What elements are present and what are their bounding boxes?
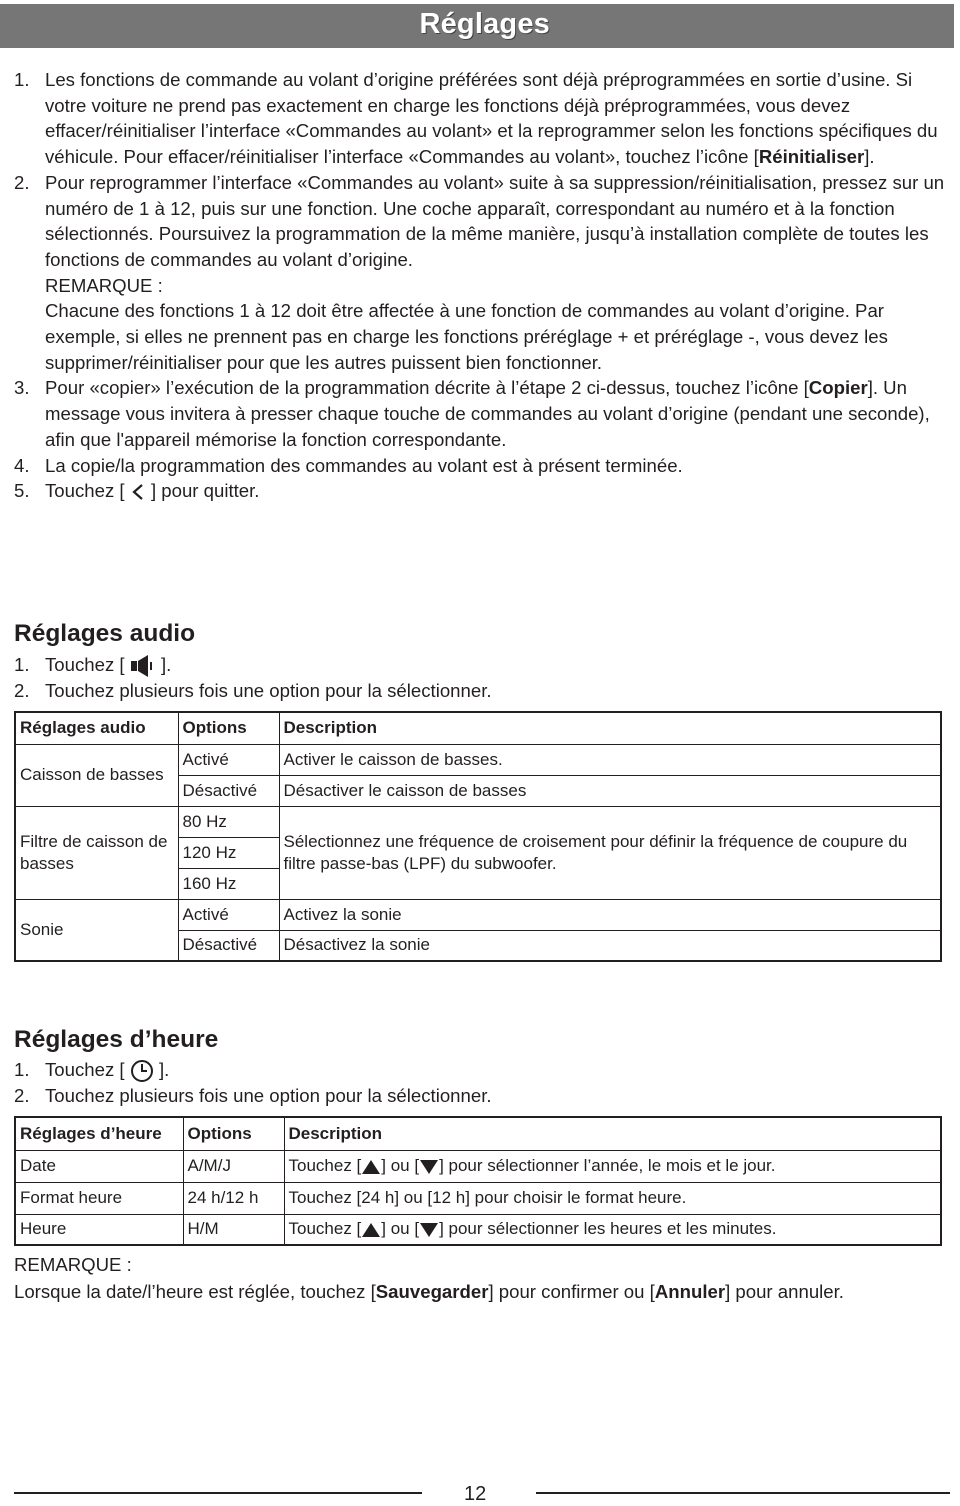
description-cell: Touchez [ ] ou [ ] pour sélectionner l’année, le mois et le jour. (284, 1150, 941, 1182)
list-item (14, 453, 950, 479)
setting-label: Format heure (15, 1182, 183, 1214)
down-triangle-icon (419, 1222, 439, 1238)
option-cell: 160 Hz (178, 868, 279, 899)
audio-step-1: 1. Touchez [ ]. (14, 652, 171, 678)
item-number: 2. (14, 171, 30, 193)
option-cell: H/M (183, 1214, 284, 1245)
table-row (15, 744, 941, 775)
back-chevron-icon (130, 483, 146, 501)
audio-step-2: 2. Touchez plusieurs fois une option pour la sélectionner. (14, 680, 492, 701)
reset-label: Réinitialiser (758, 146, 865, 168)
item-text: La copie/la programmation des commandes au volant est à présent terminée. (45, 454, 683, 476)
up-triangle-icon (361, 1159, 381, 1175)
option-cell: Activé (178, 744, 279, 775)
table-header-row (15, 712, 941, 744)
note-label: REMARQUE : (14, 1254, 132, 1275)
column-header: Réglages audio (15, 712, 178, 744)
column-header: Réglages d’heure (15, 1117, 183, 1150)
setting-label: Sonie (15, 899, 178, 961)
item-text: Pour «copier» l’exécution de la programmation décrite à l’étape 2 ci-dessus, touchez l’icône [Copier]. Un message vous invitera à presser chaque touche de commandes au volant d’origine (pendant une seconde), afin que l'appareil mémorise la fonction correspondante. (45, 377, 930, 450)
speaker-icon (130, 654, 156, 678)
time-step-2: 2. Touchez plusieurs fois une option pour la sélectionner. (14, 1085, 492, 1106)
item-text: Les fonctions de commande au volant d’origine préférées sont déjà préprogrammées en sortie d’usine. Si votre voiture ne prend pas exactement en charge les fonctions déjà préprogrammées, vous devez effacer/réinitialiser l’interface «Commandes au volant» et la reprogrammer selon les fonctions spécifiques du véhicule. Pour effacer/réinitialiser l’interface «Commandes au volant», touchez l’icône [Réinitialiser]. (45, 69, 938, 168)
description-cell: Désactiver le caisson de basses (279, 775, 941, 806)
note-label: REMARQUE : (45, 274, 163, 296)
footer-divider-right (536, 1492, 950, 1494)
cancel-label: Annuler (654, 1280, 726, 1302)
column-header: Description (284, 1117, 941, 1150)
option-cell: 120 Hz (178, 837, 279, 868)
save-label: Sauvegarder (375, 1280, 489, 1302)
column-header: Description (279, 712, 941, 744)
audio-section-title: Réglages audio (14, 620, 196, 647)
copy-label: Copier (808, 377, 868, 399)
table-row (15, 1150, 941, 1182)
description-cell: Désactivez la sonie (279, 930, 941, 961)
option-cell: 80 Hz (178, 806, 279, 837)
table-row (15, 806, 941, 837)
time-step-1: 1. Touchez [ ]. (14, 1057, 169, 1083)
setting-label: Date (15, 1150, 183, 1182)
note-text: Chacune des fonctions 1 à 12 doit être affectée à une fonction de commandes au volant d’origine. Par exemple, si elles ne prennent pas en charge les fonctions préréglage + et préréglage -, vous devez les supprimer/réinitialiser pour que les autres puissent bien fonctionner. (45, 300, 888, 373)
item-text: Touchez [ ] pour quitter. (45, 480, 260, 502)
item-number: 3. (14, 377, 30, 399)
down-triangle-icon (419, 1159, 439, 1175)
list-item (14, 170, 950, 376)
item-number: 5. (14, 480, 30, 502)
note-text: Lorsque la date/l’heure est réglée, touchez [Sauvegarder] pour confirmer ou [Annuler] pour annuler. (14, 1280, 844, 1302)
setting-label: Heure (15, 1214, 183, 1245)
list-item (14, 67, 950, 170)
description-cell: Touchez [ ] ou [ ] pour sélectionner les heures et les minutes. (284, 1214, 941, 1245)
up-triangle-icon (361, 1222, 381, 1238)
list-item (14, 478, 950, 504)
option-cell: Désactivé (178, 930, 279, 961)
page-title: Réglages (419, 8, 550, 40)
option-cell: Désactivé (178, 775, 279, 806)
time-section-title: Réglages d’heure (14, 1026, 219, 1053)
setting-label: Filtre de caisson de basses (15, 806, 178, 899)
column-header: Options (178, 712, 279, 744)
description-cell: Activez la sonie (279, 899, 941, 930)
option-cell: 24 h/12 h (183, 1182, 284, 1214)
table-header-row (15, 1117, 941, 1150)
item-text: Pour reprogrammer l’interface «Commandes au volant» suite à sa suppression/réinitialisation, pressez sur un numéro de 1 à 12, puis sur une fonction. Une coche apparaît, correspondant au numéro et à la fonction sélectionnés. Poursuivez la programmation de la même manière, jusqu’à installation complète de toutes les fonctions de commandes au volant d’origine. REMARQUE : Chacune des fonctions 1 à 12 doit être affectée à une fonction de commandes au volant d’origine. Par exemple, si elles ne prennent pas en charge les fonctions préréglage + et préréglage -, vous devez les supprimer/réinitialiser pour que les autres puissent bien fonctionner. (45, 171, 945, 373)
time-settings-table (14, 1116, 942, 1246)
description-cell: Sélectionnez une fréquence de croisement pour définir la fréquence de coupure du filtre passe-bas (LPF) du subwoofer. (279, 806, 941, 899)
time-note (14, 1252, 944, 1305)
column-header: Options (183, 1117, 284, 1150)
page-number: 12 (464, 1483, 487, 1505)
intro-list (14, 67, 950, 504)
list-item (14, 375, 950, 452)
clock-icon (130, 1059, 154, 1083)
audio-settings-table (14, 711, 942, 962)
option-cell: Activé (178, 899, 279, 930)
header-bar (0, 4, 954, 48)
option-cell: A/M/J (183, 1150, 284, 1182)
setting-label: Caisson de basses (15, 744, 178, 806)
table-row (15, 1182, 941, 1214)
table-row (15, 899, 941, 930)
footer-divider-left (14, 1492, 422, 1494)
item-number: 4. (14, 454, 30, 476)
table-row (15, 1214, 941, 1245)
description-cell: Touchez [24 h] ou [12 h] pour choisir le format heure. (284, 1182, 941, 1214)
description-cell: Activer le caisson de basses. (279, 744, 941, 775)
item-number: 1. (14, 69, 30, 90)
